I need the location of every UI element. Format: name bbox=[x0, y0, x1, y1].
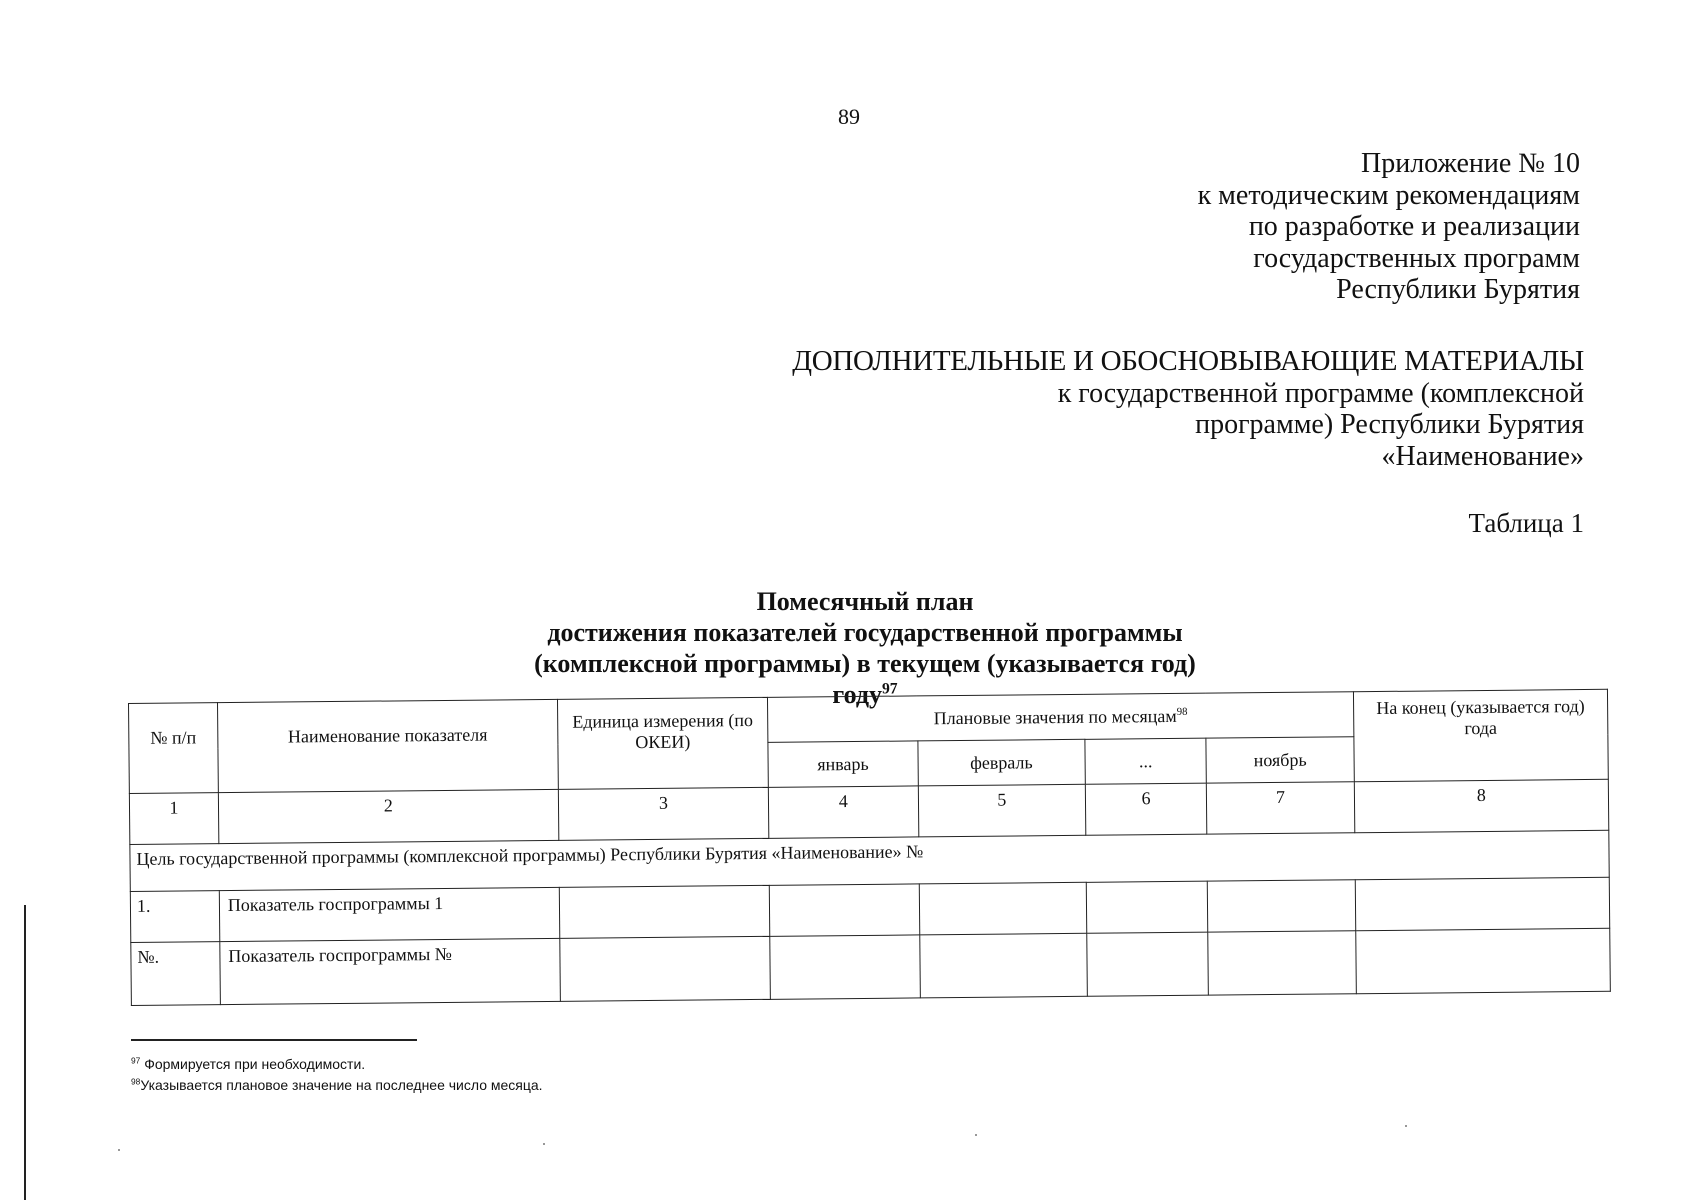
footnote-ref: 97 bbox=[881, 680, 898, 698]
row-cell bbox=[560, 936, 771, 1001]
footnote-ref: 98 bbox=[1176, 705, 1188, 718]
column-number: 6 bbox=[1085, 783, 1207, 835]
month-ellipsis: ... bbox=[1085, 738, 1207, 784]
column-number: 8 bbox=[1354, 779, 1609, 832]
appendix-line: государственных программ bbox=[1253, 242, 1580, 274]
column-number: 7 bbox=[1207, 782, 1355, 834]
row-cell bbox=[1087, 932, 1209, 996]
appendix-reference bbox=[1198, 148, 1580, 306]
header-unit: Единица измерения (по ОКЕИ) bbox=[557, 697, 768, 789]
column-number: 1 bbox=[129, 793, 218, 845]
month-november: ноябрь bbox=[1206, 737, 1354, 783]
footnote-text: Указывается плановое значение на последнее число месяца. bbox=[140, 1077, 543, 1093]
appendix-line: Приложение № 10 bbox=[1361, 148, 1580, 179]
footnotes bbox=[131, 1054, 543, 1096]
row-cell bbox=[769, 884, 919, 936]
table-title-text: году bbox=[832, 680, 882, 709]
footnote-separator bbox=[131, 1039, 417, 1041]
materials-line: программе) Республики Бурятия bbox=[1195, 409, 1584, 440]
footnote-text: Формируется при необходимости. bbox=[140, 1056, 366, 1072]
header-end: На конец (указывается год) года bbox=[1353, 689, 1608, 781]
row-indicator-name: Показатель госпрограммы № bbox=[220, 938, 561, 1004]
table-title-line: (комплексной программы) в текущем (указывается год) bbox=[534, 649, 1196, 678]
appendix-line: по разработке и реализации bbox=[1248, 211, 1580, 242]
row-cell bbox=[1208, 931, 1356, 995]
appendix-line: к методическим рекомендациям bbox=[1197, 179, 1580, 211]
header-monthly-text: Плановые значения по месяцам bbox=[933, 705, 1177, 728]
materials-line: «Наименование» bbox=[1381, 440, 1584, 472]
scan-speck bbox=[118, 1149, 120, 1151]
table-row bbox=[131, 928, 1611, 1005]
row-cell bbox=[1355, 877, 1610, 930]
goal-text: Цель государственной программы (комплексной программы) Республики Бурятия «Наименование» № bbox=[130, 830, 1609, 891]
month-february: февраль bbox=[918, 739, 1086, 786]
row-indicator-name: Показатель госпрограммы 1 bbox=[219, 887, 559, 941]
footnote-98 bbox=[131, 1075, 543, 1096]
column-number: 4 bbox=[768, 786, 918, 838]
appendix-line: Республики Бурятия bbox=[1336, 274, 1580, 305]
row-number: 1. bbox=[130, 891, 219, 943]
row-cell bbox=[1086, 881, 1208, 933]
scan-speck bbox=[975, 1134, 977, 1136]
table-title-line: Помесячный план bbox=[756, 587, 974, 616]
footnote-97 bbox=[131, 1054, 543, 1075]
header-num: № п/п bbox=[129, 703, 219, 794]
column-number: 5 bbox=[918, 784, 1086, 837]
materials-line: к государственной программе (комплексной bbox=[1057, 377, 1584, 409]
row-cell bbox=[1356, 928, 1611, 993]
scan-speck bbox=[1405, 1125, 1407, 1127]
page-number: 89 bbox=[838, 104, 860, 129]
materials-heading: ДОПОЛНИТЕЛЬНЫЕ И ОБОСНОВЫВАЮЩИЕ МАТЕРИАЛЫ bbox=[792, 345, 1584, 377]
row-cell bbox=[919, 882, 1087, 935]
footnote-ref: 97 bbox=[131, 1055, 141, 1066]
scan-margin-line bbox=[24, 905, 26, 1200]
materials-block bbox=[792, 346, 1584, 472]
row-cell bbox=[919, 933, 1087, 998]
scan-speck bbox=[543, 1143, 545, 1145]
table-number: Таблица 1 bbox=[1468, 508, 1584, 538]
table-title-line: достижения показателей государственной программы bbox=[547, 618, 1183, 647]
row-cell bbox=[559, 885, 770, 938]
header-monthly bbox=[768, 692, 1354, 743]
monthly-plan-table bbox=[128, 689, 1611, 1006]
header-name: Наименование показателя bbox=[217, 699, 558, 792]
month-january: январь bbox=[768, 741, 918, 787]
row-cell bbox=[770, 935, 920, 999]
row-cell bbox=[1208, 880, 1356, 932]
column-number: 2 bbox=[218, 789, 558, 843]
row-number: №. bbox=[131, 942, 221, 1006]
footnote-ref: 98 bbox=[131, 1076, 141, 1087]
column-number: 3 bbox=[558, 787, 769, 840]
